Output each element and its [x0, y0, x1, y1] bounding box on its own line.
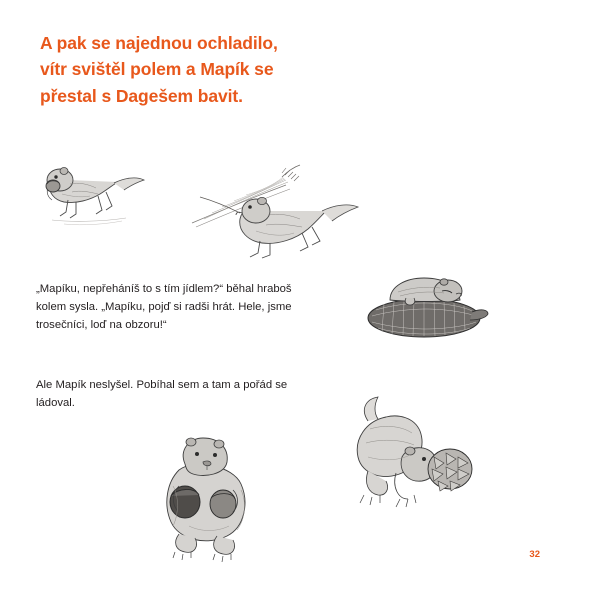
heading-line-3: přestal s Dagešem bavit. [40, 85, 243, 106]
page-heading [40, 30, 370, 109]
gopher-sleeping-on-corn-cob-illustration [360, 258, 490, 353]
heading-line-1: A pak se najednou ochladilo, [40, 33, 278, 53]
page-number: 32 [529, 549, 540, 560]
gopher-running-with-acorn-illustration [40, 150, 150, 230]
paragraph-narration: Ale Mapík neslyšel. Pobíhal sem a tam a pořád se ládoval. [36, 379, 288, 410]
paragraph-dialogue: „Mapíku, nepřeháníš to s tím jídlem?“ běhal hraboš kolem sysla. „Mapíku, pojď si radši hrát. Hele, jsme trosečníci, loď na obzoru!“ [36, 283, 292, 331]
gopher-with-wheat-stalk-illustration [190, 155, 365, 260]
gopher-with-pine-cone-illustration [340, 395, 480, 515]
heading-line-2: vítr svištěl polem a Mapík se [40, 59, 274, 80]
gopher-sitting-holding-acorns-illustration [145, 430, 275, 565]
